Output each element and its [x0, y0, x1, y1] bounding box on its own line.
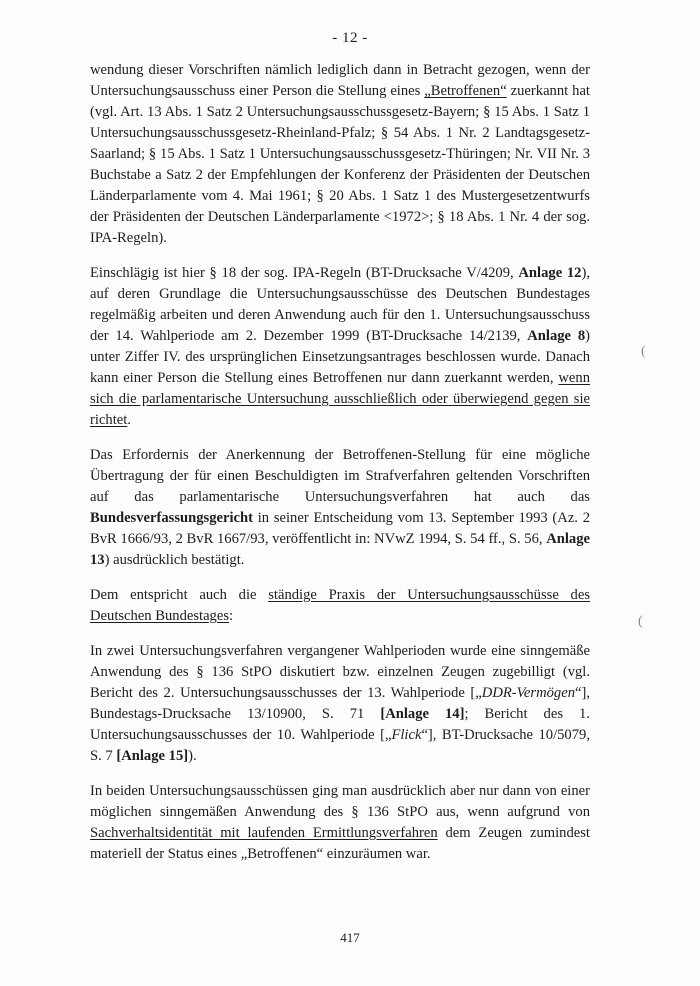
italic-text: Flick [391, 727, 422, 743]
text-segment: “], Bundestags-Drucksache 13/10900, S. 71 [90, 685, 590, 722]
text-segment: ). [188, 748, 197, 764]
paragraph [90, 781, 590, 865]
text-segment: Das Erfordernis der Anerkennung der Betroffenen-Stellung für eine mögliche Übertragung der für einen Beschuldigten im Strafverfahren geltenden Vorschriften auf das parlamentarische Untersuchungsverfahren hat auch das [90, 447, 590, 505]
text-segment: Einschlägig ist hier § 18 der sog. IPA-Regeln (BT-Drucksache V/4209, [90, 265, 519, 281]
text-segment: wendung dieser Vorschriften nämlich lediglich dann in Betracht gezogen, wenn der Untersuchungsausschuss einer Person die Stellung eines [90, 62, 590, 99]
bold-text: Anlage 13 [90, 531, 590, 568]
paragraph [90, 60, 590, 249]
bold-text: Anlage 12 [518, 265, 582, 281]
bold-text: Bundesverfassungsgericht [90, 510, 253, 526]
underlined-text: „Betroffenen“ [424, 83, 507, 99]
text-segment: . [127, 412, 131, 428]
bold-text: [Anlage 15] [116, 748, 189, 764]
text-segment: In zwei Untersuchungsverfahren vergangener Wahlperioden wurde eine sinngemäße Anwendung des § 136 StPO diskutiert bzw. einzelnen Zeugen zugebilligt (vgl. Bericht des 2. Untersuchungsausschusses der 13. Wahlperiode [„ [90, 643, 590, 701]
text-segment: zuerkannt hat (vgl. Art. 13 Abs. 1 Satz 2 Untersuchungsausschussgesetz-Bayern; § 15 Abs. 1 Satz 1 Untersuchungsausschussgesetz-Rheinland-Pfalz; § 54 Abs. 1 Nr. 2 Landtagsgesetz-Saarland; § 15 Abs. 1 Satz 1 Untersuchungsausschussgesetz-Thüringen; Nr. VII Nr. 3 Buchstabe a Satz 2 der Empfehlungen der Konferenz der Präsidenten der Deutschen Länderparlamente vom 4. Mai 1961; § 20 Abs. 1 Satz 1 des Mustergesetzentwurfs der Präsidenten der Deutschen Länderparlamente <1972>; § 18 Abs. 1 Nr. 4 der sog. IPA-Regeln). [90, 83, 590, 246]
underlined-text: ständige Praxis der Untersuchungsausschüsse des Deutschen Bundestages [90, 587, 590, 624]
margin-mark: ( [641, 344, 646, 359]
underlined-text: wenn sich die parlamentarische Untersuchung ausschließlich oder überwiegend gegen sie richtet [90, 370, 590, 428]
page-number-top: - 12 - [332, 30, 368, 46]
text-segment: “], BT-Drucksache 10/5079, S. 7 [90, 727, 590, 764]
paragraph [90, 585, 590, 627]
text-segment: ) unter Ziffer IV. des ursprünglichen Einsetzungsantrages beschlossen wurde. Danach kann einer Person die Stellung eines Betroffenen nur dann zuerkannt werden, [90, 328, 590, 386]
paragraph [90, 263, 590, 431]
text-segment: ) ausdrücklich bestätigt. [104, 552, 245, 568]
margin-mark: ( [638, 614, 643, 629]
text-segment: Dem entspricht auch die [90, 587, 269, 603]
underlined-text: Sachverhaltsidentität mit laufenden Ermittlungsverfahren [90, 825, 438, 841]
page-number-bottom: 417 [340, 930, 360, 945]
text-segment: ; Bericht des 1. Untersuchungsausschusses der 10. Wahlperiode [„ [90, 706, 590, 743]
text-segment: dem Zeugen zumindest materiell der Status eines „Betroffenen“ einzuräumen war. [90, 825, 590, 862]
document-body [90, 60, 590, 879]
text-segment: : [229, 608, 234, 624]
bold-text: [Anlage 14] [380, 706, 465, 722]
text-segment: In beiden Untersuchungsausschüssen ging man ausdrücklich aber nur dann von einer möglichen sinngemäßen Anwendung des § 136 StPO aus, wenn aufgrund von [90, 783, 590, 820]
text-segment: in seiner Entscheidung vom 13. September 1993 (Az. 2 BvR 1666/93, 2 BvR 1667/93, veröffentlicht in: NVwZ 1994, S. 54 ff., S. 56, [90, 510, 590, 547]
paragraph [90, 445, 590, 571]
text-segment: ), auf deren Grundlage die Untersuchungsausschüsse des Deutschen Bundestages regelmäßig arbeiten und deren Anwendung auch für den 1. Untersuchungsausschuss der 14. Wahlperiode am 2. Dezember 1999 (BT-Drucksache 14/2139, [90, 265, 590, 344]
paragraph [90, 641, 590, 767]
italic-text: DDR-Vermögen [481, 685, 575, 701]
bold-text: Anlage 8 [527, 328, 586, 344]
